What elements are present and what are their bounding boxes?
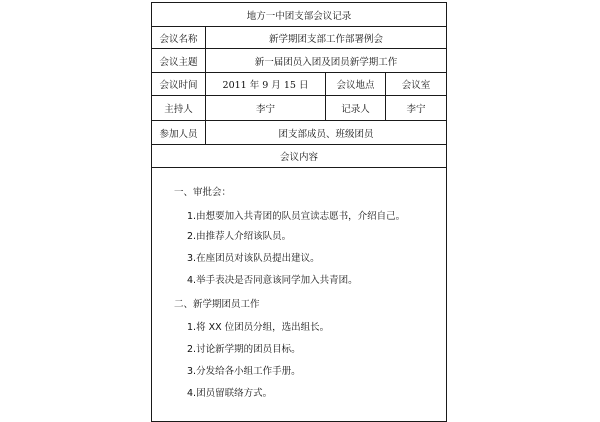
- list-item: 3.在座团员对该队员提出建议。: [187, 253, 320, 264]
- list-item: 4.团员留联络方式。: [187, 388, 273, 399]
- place-value: 会议室: [385, 73, 446, 95]
- content-header-row: [152, 145, 446, 168]
- content-header: 会议内容: [279, 152, 318, 163]
- time-row: [152, 73, 446, 96]
- section-heading: 二、新学期团员工作: [174, 299, 260, 310]
- list-item: 2.讨论新学期的团员目标。: [187, 344, 301, 355]
- time-value: 2011 年 9 月 15 日: [205, 73, 325, 95]
- attendees-value: 团支部成员、班级团员: [205, 121, 446, 144]
- list-item: 4.举手表决是否同意该同学加入共青团。: [187, 275, 358, 286]
- time-label: 会议时间: [159, 80, 198, 91]
- form-title: 地方一中团支部会议记录: [246, 10, 352, 22]
- meeting-name-row: [152, 27, 446, 49]
- list-item: 1.将 XX 位团员分组，选出组长。: [187, 322, 330, 333]
- section-heading: 一、审批会：: [174, 187, 232, 198]
- host-row: [152, 96, 446, 121]
- meeting-name-value: 新学期团支部工作部署例会: [205, 27, 446, 48]
- host-value: 李宁: [205, 96, 325, 120]
- meeting-name-label: 会议名称: [159, 33, 198, 45]
- recorder-value: 李宁: [385, 96, 446, 120]
- host-label: 主持人: [164, 104, 193, 115]
- meeting-record-form: [151, 2, 447, 422]
- list-item: 1.由想要加入共青团的队员宣读志愿书，介绍自己。: [187, 211, 406, 222]
- list-item: 3.分发给各小组工作手册。: [187, 366, 301, 377]
- attendees-row: [152, 121, 446, 145]
- attendees-label: 参加人员: [159, 128, 198, 140]
- place-label: 会议地点: [325, 73, 385, 95]
- topic-row: [152, 49, 446, 73]
- recorder-label: 记录人: [325, 96, 385, 120]
- list-item: 2.由推荐人介绍该队员。: [187, 231, 292, 242]
- topic-label: 会议主题: [159, 56, 198, 68]
- topic-value: 新一届团员入团及团员新学期工作: [205, 49, 446, 72]
- title-row: [152, 3, 446, 27]
